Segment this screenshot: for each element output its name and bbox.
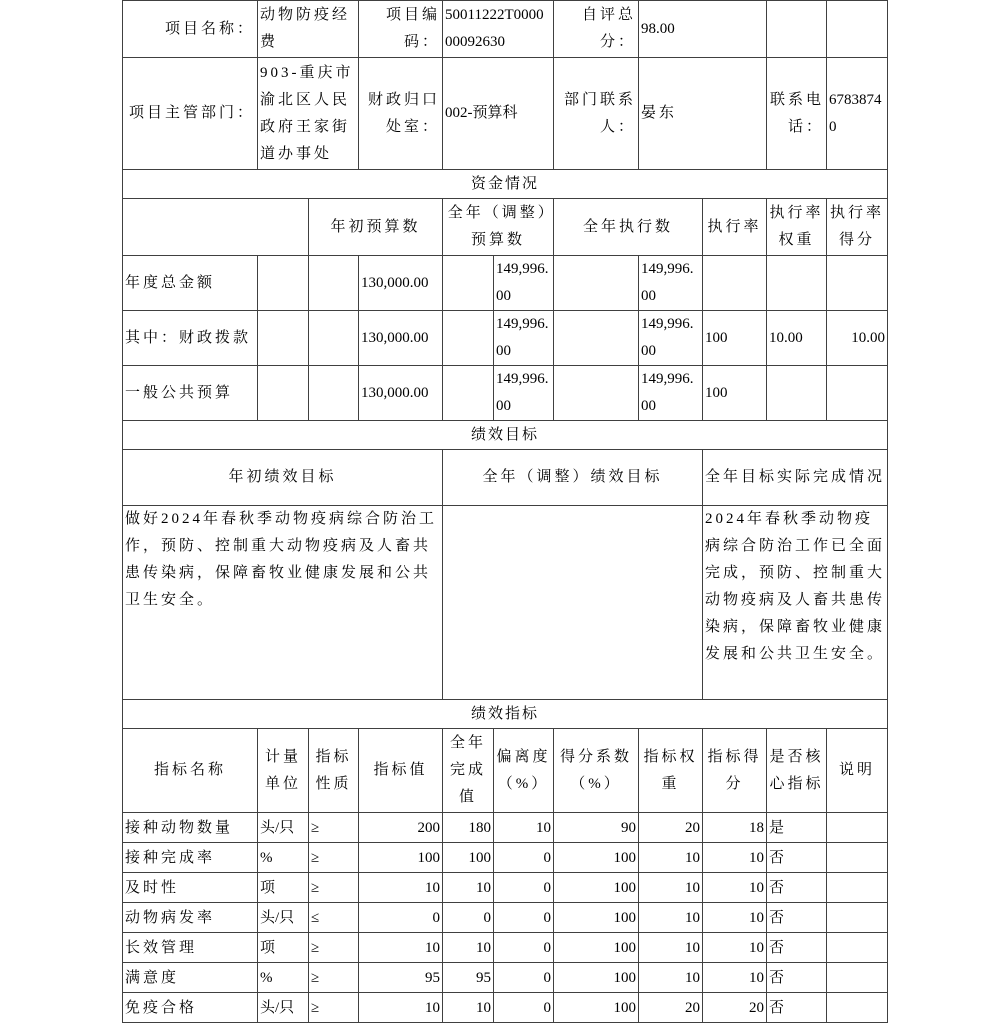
ind-unit: 头/只 (258, 993, 309, 1023)
funds-header-initial: 年初预算数 (309, 199, 443, 256)
empty-cell (554, 366, 639, 421)
funds-header-adjusted: 全年（调整）预算数 (443, 199, 554, 256)
ind-header-score: 指标得分 (703, 729, 767, 813)
indicator-row (123, 933, 888, 963)
goals-header-row (123, 450, 888, 506)
ind-target: 10 (359, 993, 443, 1023)
funds-row-label: 年度总金额 (123, 256, 258, 311)
funds-weight (767, 366, 827, 421)
ind-weight: 10 (639, 873, 703, 903)
ind-note (827, 903, 888, 933)
ind-note (827, 933, 888, 963)
empty-cell (309, 311, 359, 366)
ind-score: 10 (703, 933, 767, 963)
ind-name: 动物病发率 (123, 903, 258, 933)
contact-label: 部门联系人： (554, 58, 639, 170)
funds-score: 10.00 (827, 311, 888, 366)
performance-evaluation-table (122, 0, 888, 1023)
ind-core: 否 (767, 933, 827, 963)
ind-deviation: 0 (494, 993, 554, 1023)
ind-weight: 20 (639, 813, 703, 843)
ind-name: 长效管理 (123, 933, 258, 963)
ind-weight: 10 (639, 933, 703, 963)
ind-coef: 100 (554, 993, 639, 1023)
goals-header-adjusted: 全年（调整）绩效目标 (443, 450, 703, 506)
ind-coef: 100 (554, 903, 639, 933)
ind-note (827, 813, 888, 843)
ind-header-core: 是否核心指标 (767, 729, 827, 813)
funds-initial: 130,000.00 (359, 311, 443, 366)
ind-coef: 100 (554, 933, 639, 963)
ind-header-actual: 全年完成值 (443, 729, 494, 813)
ind-target: 10 (359, 933, 443, 963)
ind-actual: 10 (443, 933, 494, 963)
project-code-value: 50011222T000000092630 (443, 1, 554, 58)
ind-score: 10 (703, 903, 767, 933)
ind-weight: 10 (639, 843, 703, 873)
funds-header-executed: 全年执行数 (554, 199, 703, 256)
funds-initial: 130,000.00 (359, 256, 443, 311)
empty-cell (309, 366, 359, 421)
funds-adjusted: 149,996.00 (494, 366, 554, 421)
funds-row (123, 366, 888, 421)
ind-unit: % (258, 963, 309, 993)
self-score-label: 自评总分： (554, 1, 639, 58)
ind-header-weight: 指标权重 (639, 729, 703, 813)
contact-value: 晏东 (639, 58, 767, 170)
ind-target: 95 (359, 963, 443, 993)
indicators-body (123, 813, 888, 1023)
ind-coef: 90 (554, 813, 639, 843)
ind-name: 免疫合格 (123, 993, 258, 1023)
ind-name: 及时性 (123, 873, 258, 903)
funds-header-score: 执行率得分 (827, 199, 888, 256)
project-row-1 (123, 1, 888, 58)
empty-cell (443, 366, 494, 421)
project-name-value: 动物防疫经费 (258, 1, 359, 58)
ind-deviation: 0 (494, 963, 554, 993)
ind-core: 否 (767, 873, 827, 903)
indicator-row (123, 963, 888, 993)
ind-actual: 0 (443, 903, 494, 933)
ind-header-target: 指标值 (359, 729, 443, 813)
ind-deviation: 10 (494, 813, 554, 843)
funds-rate: 100 (703, 366, 767, 421)
ind-unit: 项 (258, 873, 309, 903)
project-row-2 (123, 58, 888, 170)
ind-target: 200 (359, 813, 443, 843)
ind-weight: 10 (639, 963, 703, 993)
empty-cell (258, 366, 309, 421)
indicators-section-header (123, 700, 888, 729)
goals-section-header (123, 421, 888, 450)
ind-name: 接种动物数量 (123, 813, 258, 843)
ind-score: 18 (703, 813, 767, 843)
ind-nature: ≤ (309, 903, 359, 933)
empty-cell (554, 311, 639, 366)
empty-cell (443, 256, 494, 311)
ind-actual: 100 (443, 843, 494, 873)
project-name-label: 项目名称： (123, 1, 258, 58)
ind-unit: 项 (258, 933, 309, 963)
empty-cell (554, 256, 639, 311)
empty-cell (443, 311, 494, 366)
indicators-section-title: 绩效指标 (123, 700, 888, 729)
ind-coef: 100 (554, 873, 639, 903)
ind-header-unit: 计量单位 (258, 729, 309, 813)
ind-core: 否 (767, 993, 827, 1023)
funds-row-label: 其中：财政拨款 (123, 311, 258, 366)
ind-score: 10 (703, 843, 767, 873)
dept-label: 项目主管部门： (123, 58, 258, 170)
ind-note (827, 873, 888, 903)
ind-header-deviation: 偏离度（%） (494, 729, 554, 813)
empty-cell (258, 311, 309, 366)
ind-nature: ≥ (309, 873, 359, 903)
empty-cell (258, 256, 309, 311)
funds-header-rate: 执行率 (703, 199, 767, 256)
phone-label: 联系电话： (767, 58, 827, 170)
funds-rate (703, 256, 767, 311)
ind-coef: 100 (554, 843, 639, 873)
ind-actual: 10 (443, 993, 494, 1023)
finance-office-value: 002-预算科 (443, 58, 554, 170)
ind-core: 是 (767, 813, 827, 843)
ind-header-note: 说明 (827, 729, 888, 813)
funds-executed: 149,996.00 (639, 311, 703, 366)
ind-unit: 头/只 (258, 903, 309, 933)
ind-score: 10 (703, 873, 767, 903)
funds-header-row (123, 199, 888, 256)
goals-header-actual: 全年目标实际完成情况 (703, 450, 888, 506)
ind-header-coef: 得分系数（%） (554, 729, 639, 813)
ind-unit: 头/只 (258, 813, 309, 843)
funds-row (123, 256, 888, 311)
ind-deviation: 0 (494, 873, 554, 903)
funds-rate: 100 (703, 311, 767, 366)
empty-cell (827, 1, 888, 58)
empty-cell (309, 256, 359, 311)
finance-office-label: 财政归口处室： (359, 58, 443, 170)
ind-deviation: 0 (494, 933, 554, 963)
goals-adjusted-text (443, 506, 703, 700)
ind-nature: ≥ (309, 843, 359, 873)
ind-weight: 10 (639, 903, 703, 933)
phone-value: 67838740 (827, 58, 888, 170)
ind-actual: 10 (443, 873, 494, 903)
funds-weight: 10.00 (767, 311, 827, 366)
ind-target: 10 (359, 873, 443, 903)
goals-initial-text: 做好2024年春秋季动物疫病综合防治工作，预防、控制重大动物疫病及人畜共患传染病，保障畜牧业健康发展和公共卫生安全。 (123, 506, 443, 700)
funds-section-title: 资金情况 (123, 170, 888, 199)
dept-value: 903-重庆市渝北区人民政府王家街道办事处 (258, 58, 359, 170)
indicators-header-row (123, 729, 888, 813)
funds-adjusted: 149,996.00 (494, 256, 554, 311)
empty-cell (767, 1, 827, 58)
self-score-value: 98.00 (639, 1, 767, 58)
funds-executed: 149,996.00 (639, 366, 703, 421)
empty-cell (123, 199, 309, 256)
ind-nature: ≥ (309, 963, 359, 993)
funds-score (827, 366, 888, 421)
ind-score: 20 (703, 993, 767, 1023)
funds-score (827, 256, 888, 311)
funds-executed: 149,996.00 (639, 256, 703, 311)
ind-actual: 180 (443, 813, 494, 843)
ind-target: 0 (359, 903, 443, 933)
ind-core: 否 (767, 903, 827, 933)
funds-section-header (123, 170, 888, 199)
ind-note (827, 843, 888, 873)
funds-row (123, 311, 888, 366)
goals-header-initial: 年初绩效目标 (123, 450, 443, 506)
ind-nature: ≥ (309, 813, 359, 843)
indicator-row (123, 903, 888, 933)
funds-adjusted: 149,996.00 (494, 311, 554, 366)
ind-nature: ≥ (309, 993, 359, 1023)
ind-deviation: 0 (494, 903, 554, 933)
indicator-row (123, 873, 888, 903)
ind-header-nature: 指标性质 (309, 729, 359, 813)
ind-target: 100 (359, 843, 443, 873)
ind-core: 否 (767, 843, 827, 873)
ind-actual: 95 (443, 963, 494, 993)
ind-unit: % (258, 843, 309, 873)
ind-name: 接种完成率 (123, 843, 258, 873)
funds-row-label: 一般公共预算 (123, 366, 258, 421)
ind-nature: ≥ (309, 933, 359, 963)
funds-weight (767, 256, 827, 311)
ind-core: 否 (767, 963, 827, 993)
indicator-row (123, 993, 888, 1023)
ind-note (827, 993, 888, 1023)
funds-header-weight: 执行率权重 (767, 199, 827, 256)
goals-section-title: 绩效目标 (123, 421, 888, 450)
indicator-row (123, 843, 888, 873)
indicator-row (123, 813, 888, 843)
ind-score: 10 (703, 963, 767, 993)
project-code-label: 项目编码： (359, 1, 443, 58)
ind-deviation: 0 (494, 843, 554, 873)
ind-note (827, 963, 888, 993)
funds-initial: 130,000.00 (359, 366, 443, 421)
ind-header-name: 指标名称 (123, 729, 258, 813)
ind-name: 满意度 (123, 963, 258, 993)
ind-coef: 100 (554, 963, 639, 993)
goals-content-row (123, 506, 888, 700)
ind-weight: 20 (639, 993, 703, 1023)
goals-actual-text: 2024年春秋季动物疫病综合防治工作已全面完成，预防、控制重大动物疫病及人畜共患传染病，保障畜牧业健康发展和公共卫生安全。 (703, 506, 888, 700)
